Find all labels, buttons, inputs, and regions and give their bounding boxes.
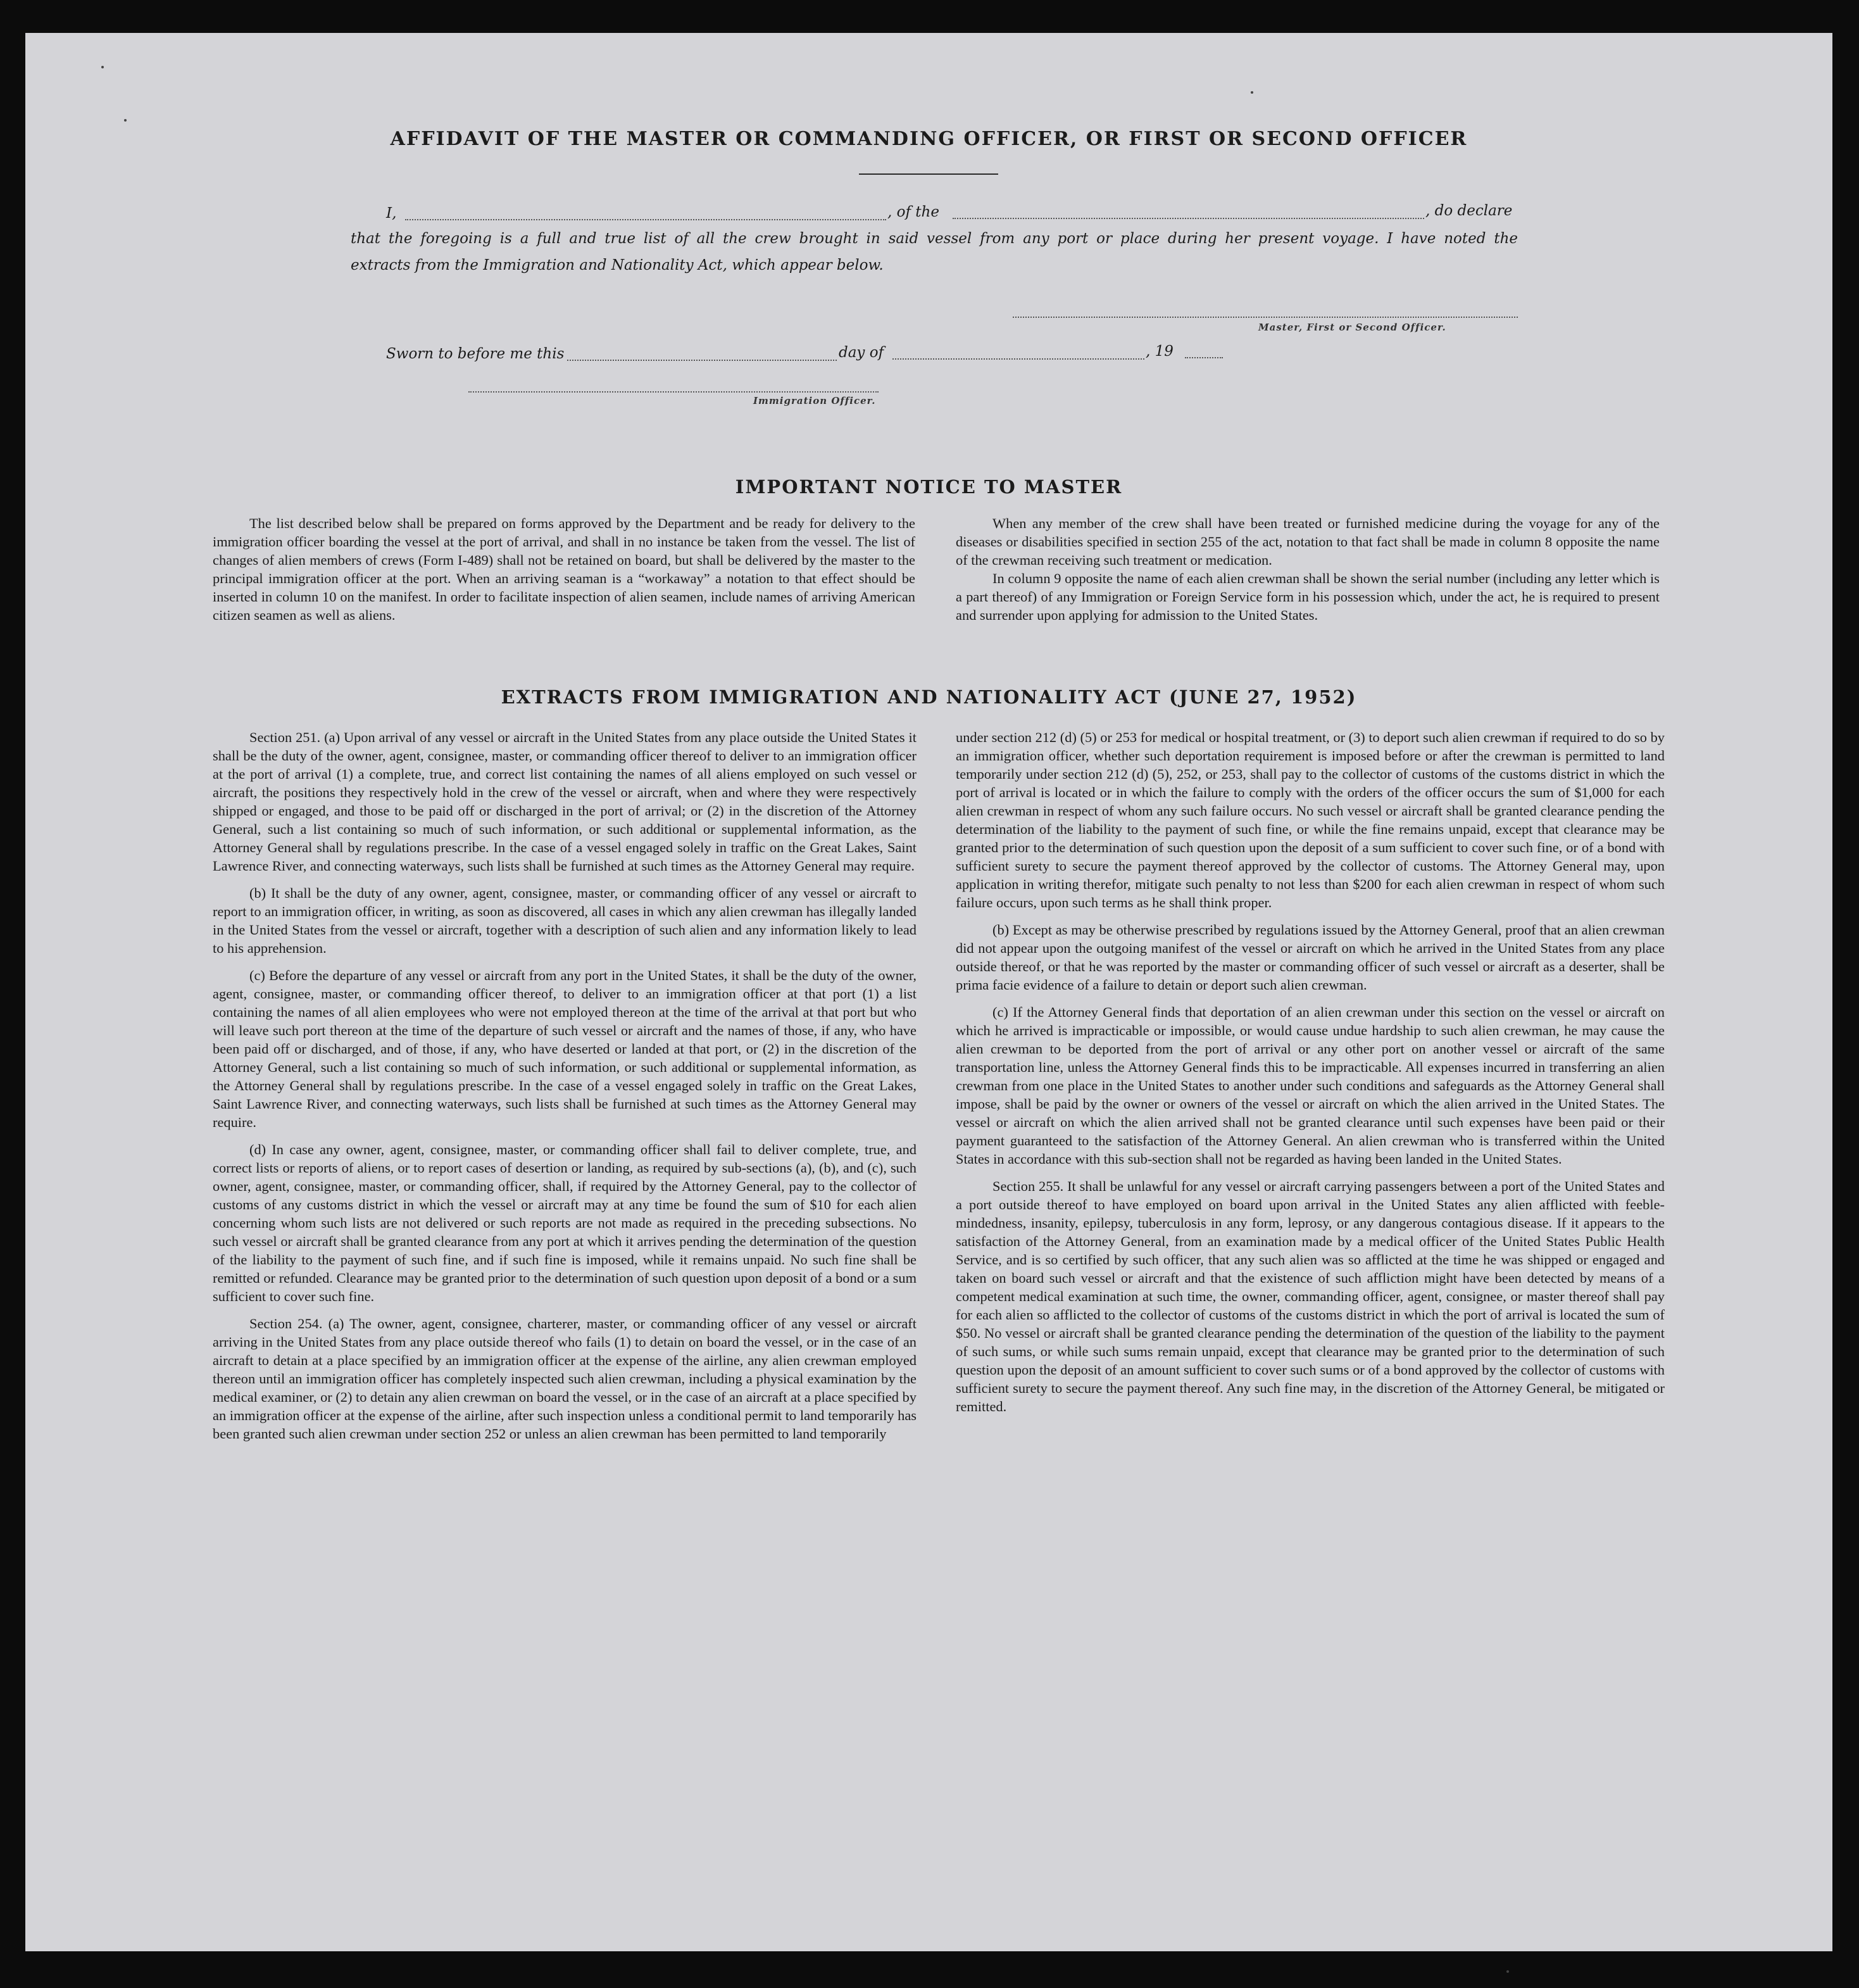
section-251-b: (b) It shall be the duty of any owner, agent, consignee, master, or commanding officer of any vessel or aircraft to report to an immigration officer, in writing, as soon as discovered, all cases in which any alien crewman has illegally landed in the United States from the vessel or aircraft, together with a description of such alien and any information likely to lead to his apprehension. — [213, 885, 917, 956]
day-of-label: day of — [839, 344, 884, 361]
section-254-a: Section 254. (a) The owner, agent, consignee, charterer, master, or commanding officer of any vessel or aircraft arriving in the United States from any place outside thereof who fails (1) to detain on board the vessel, or in the case of an aircraft to detain at a place specified by an immigration officer at the expense of the airline, any alien crewman employed thereon until an immigration officer has completely inspected such alien crewman, including a physical examination by the medical examiner, or (2) to detain any alien crewman on board the vessel, or in the case of an aircraft at a place specified by an immigration officer at the expense of the airline, after such inspection unless a conditional permit to land temporarily has been granted such alien crewman under section 252 or unless an alien crewman has been permitted to land temporarily — [213, 1316, 917, 1442]
affidavit-line-2: that the foregoing is a full and true list of all the crew brought in said vessel from any port or place during her present voyage. I have noted the — [351, 230, 1518, 247]
notice-left-paragraph: The list described below shall be prepared on forms approved by the Department and be ready for delivery to the immigration officer boarding the vessel at the port of arrival, and shall in no instance be taken from the vessel. The list of changes of alien members of crews (Form I-489) shall not be retained on board, but shall be delivered by the master to the principal immigration officer at the port. When an arriving seaman is a “workaway” a notation to that effect should be inserted in column 10 on the manifest. In order to facilitate inspection of alien seamen, include names of arriving American citizen seamen as well as aliens. — [213, 515, 915, 623]
sworn-label: Sworn to before me this — [386, 346, 565, 362]
title-underline — [859, 173, 998, 175]
scan-speck — [101, 66, 104, 68]
section-255: Section 255. It shall be unlawful for any vessel or aircraft carrying passengers between a port of the United States and a port outside thereof to have employed on board upon arrival in the United States any alien afflicted with feeble-mindedness, insanity, epilepsy, tuberculosis in any form, leprosy, or any dangerous contagious disease. If it appears to the satisfaction of the Attorney General, from an examination made by a medical officer of the United States Public Health Service, and is so certified by such officer, that any such alien was so afflicted at the time he was shipped or engaged and taken on board such vessel or aircraft and that the existence of such affliction might have been detected by means of a competent medical examination at such time, the owner, commanding officer, agent, consignee, or master thereof shall pay for each alien so afflicted to the collector of customs of the customs district in which the port of arrival is located the sum of $50. No vessel or aircraft shall be granted clearance pending the determination of the question of the liability to the payment of such sums, or while such sums remain unpaid, except that clearance may be granted prior to the determination of such question upon the deposit of an amount sufficient to cover such sums or of a bond approved by the collector of customs with sufficient surety to secure the payment thereof. Any such fine may, in the discretion of the Attorney General, be mitigated or remitted. — [956, 1178, 1665, 1414]
declarant-name-field[interactable] — [405, 219, 886, 220]
section-254-c: (c) If the Attorney General finds that deportation of an alien crewman under this section on the vessel or aircraft on which he arrived is impracticable or impossible, or would cause undue hardship to such alien crewman, he may cause the alien crewman to be deported from the port of arrival or any other port on another vessel or aircraft of the same transportation line, unless the Attorney General finds this to be impracticable. All expenses incurred in transferring an alien crewman from one place in the United States to another under such conditions and safeguards as the Attorney General shall impose, shall be paid by the owner or owners of the vessel or aircraft on which the alien arrived in the United States. The vessel or aircraft on which the alien arrived shall not be granted clearance until such expenses have been paid or their payment guaranteed to the satisfaction of the Attorney General. An alien crewman who is transferred within the United States in accordance with this sub-section shall not be regarded as having been landed in the United States. — [956, 1004, 1665, 1167]
document-page — [25, 33, 1832, 1951]
immigration-officer-caption: Immigration Officer. — [753, 395, 876, 406]
immigration-officer-signature-field[interactable] — [468, 391, 879, 393]
sworn-month-field[interactable] — [892, 358, 1144, 360]
extracts-right-column — [956, 728, 1665, 1425]
master-signature-caption: Master, First or Second Officer. — [1258, 322, 1446, 333]
scan-speck — [124, 119, 127, 122]
section-254-a-continued: under section 212 (d) (5) or 253 for medical or hospital treatment, or (3) to deport such alien crewman if required to do so by an immigration officer, whether such deportation requirement is imposed before or after the crewman is permitted to land temporarily under section 212 (d) (5), 252, or 253, shall pay to the collector of customs of the customs district in which the port of arrival is located or in which the failure to comply with the orders of the officer occurs the sum of $1,000 for each alien crewman in respect of whom any such failure occurs. No such vessel or aircraft shall be granted clearance pending the determination of the liability to the payment of such fine, or while the fine remains unpaid, except that clearance may be granted prior to the determination of such question upon the deposit of a sum sufficient to cover such fine, or of a bond with sufficient surety to secure the payment thereof approved by the collector of customs. The Attorney General may, upon application in writing therefor, mitigate such penalty to not less than $200 for each alien crewman in respect of whom such failure occurs, upon such terms as he shall think proper. — [956, 729, 1665, 910]
extracts-title: EXTRACTS FROM IMMIGRATION AND NATIONALITY ACT (JUNE 27, 1952) — [501, 686, 1357, 708]
sworn-day-field[interactable] — [567, 360, 837, 361]
scan-speck — [1506, 1970, 1509, 1973]
scan-speck — [1251, 91, 1253, 94]
affidavit-do-declare-label: , do declare — [1425, 203, 1513, 219]
affidavit-of-the-label: , of the — [887, 204, 939, 220]
section-251-d: (d) In case any owner, agent, consignee, master, or commanding officer shall fail to deliver complete, true, and correct lists or reports of aliens, or to report cases of desertion or landing, as required by sub-sections (a), (b), and (c), such owner, agent, consignee, master, or commanding officer, shall, if required by the Attorney General, pay to the collector of customs of any customs district in which the vessel or aircraft may at any time be found the sum of $10 for each alien concerning whom such lists are not delivered or such reports are not made as required in the preceding subsections. No such vessel or aircraft shall be granted clearance from any port at which it arrives pending the determination of the question of the liability to the payment of such fine, and if such fine is imposed, while it remains unpaid. No such fine shall be remitted or refunded. Clearance may be granted prior to the determination of such question upon deposit of a bond or a sum sufficient to cover such fine. — [213, 1142, 917, 1304]
notice-right-paragraph-1: When any member of the crew shall have been treated or furnished medicine during the voyage for any of the diseases or disabilities specified in section 255 of the act, notation to that fact shall be made in column 8 opposite the name of the crewman receiving such treatment or medication. — [956, 515, 1660, 568]
sworn-year-field[interactable] — [1185, 357, 1223, 358]
notice-left-column — [213, 514, 915, 633]
vessel-name-field[interactable] — [953, 218, 1424, 219]
notice-right-column — [956, 514, 1660, 633]
notice-right-paragraph-2: In column 9 opposite the name of each alien crewman shall be shown the serial number (including any letter which is a part thereof) of any Immigration or Foreign Service form in his possession which, under the act, he is required to present and surrender upon applying for admission to the United States. — [956, 570, 1660, 623]
year-label: , 19 — [1146, 343, 1174, 360]
extracts-left-column — [213, 728, 917, 1452]
affidavit-title: AFFIDAVIT OF THE MASTER OR COMMANDING OFFICER, OR FIRST OR SECOND OFFICER — [390, 128, 1468, 150]
affidavit-line-3: extracts from the Immigration and Nationality Act, which appear below. — [351, 257, 884, 274]
section-251-c: (c) Before the departure of any vessel or aircraft from any port in the United States, it shall be the duty of the owner, agent, consignee, master, or commanding officer thereof, to deliver to an immigration officer at that port (1) a list containing the names of all alien employees who were not employed thereon at the time of the arrival at that port but who will leave such port thereon at the time of the departure of such vessel or aircraft and the names of those, if any, who have been paid off or discharged, and of those, if any, who have deserted or landed at that port, or (2) in the discretion of the Attorney General, such a list containing so much of such information, or such additional or supplemental information, as the Attorney General shall by regulations prescribe. In the case of a vessel engaged solely in traffic on the Great Lakes, Saint Lawrence River, and connecting waterways, such lists shall be furnished at such times as the Attorney General may require. — [213, 967, 917, 1130]
section-251-a: Section 251. (a) Upon arrival of any vessel or aircraft in the United States from any place outside the United States it shall be the duty of the owner, agent, consignee, master, or commanding officer thereof to deliver to an immigration officer at the port of arrival (1) a complete, true, and correct list containing the names of all aliens employed on such vessel or aircraft, the positions they respectively hold in the crew of the vessel or aircraft, when and where they were respectively shipped or engaged, and those to be paid off or discharged in the port of arrival; or (2) in the discretion of the Attorney General, such a list containing so much of such information, or such additional or supplemental information, as the Attorney General shall by regulations prescribe. In the case of a vessel engaged solely in traffic on the Great Lakes, Saint Lawrence River, and connecting waterways, such lists shall be furnished at such times as the Attorney General may require. — [213, 729, 917, 874]
notice-title: IMPORTANT NOTICE TO MASTER — [735, 476, 1123, 498]
affidavit-i-label: I, — [386, 205, 397, 222]
master-signature-field[interactable] — [1013, 317, 1518, 318]
section-254-b: (b) Except as may be otherwise prescribed by regulations issued by the Attorney General, proof that an alien crewman did not appear upon the outgoing manifest of the vessel or aircraft on which he arrived in the United States from any place outside thereof, or that he was reported by the master or commanding officer of such vessel or aircraft as a deserter, shall be prima facie evidence of a failure to detain or deport such alien crewman. — [956, 922, 1665, 993]
